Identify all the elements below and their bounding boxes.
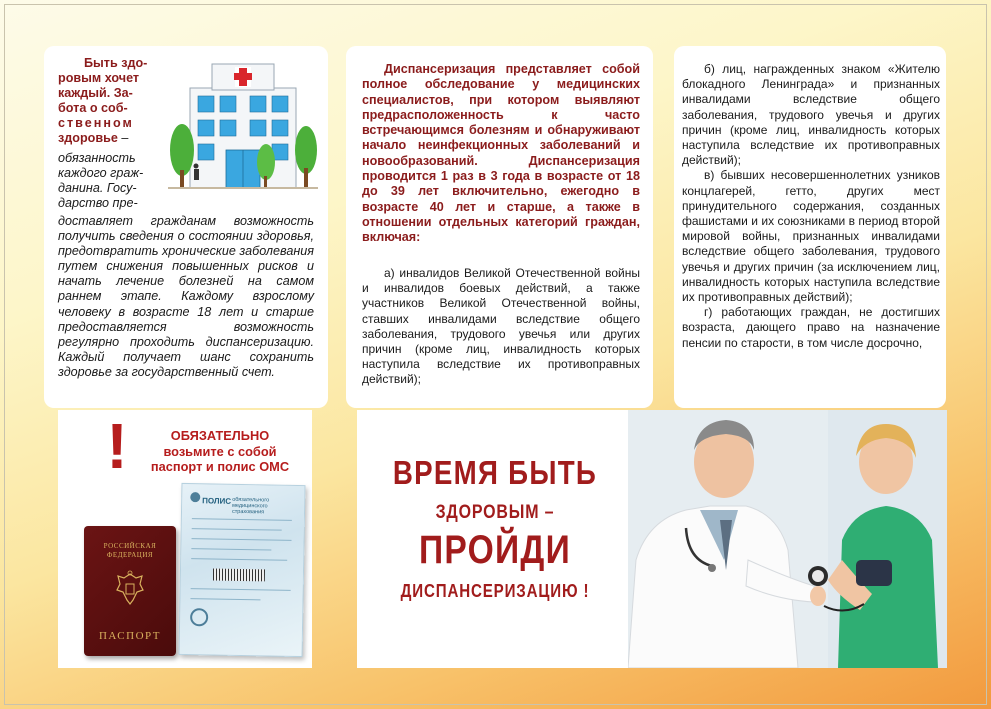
passport-country-line: ФЕДЕРАЦИЯ xyxy=(106,551,154,559)
exclamation-icon: ! xyxy=(106,410,128,482)
oms-title: ПОЛИС xyxy=(202,496,232,506)
oms-line xyxy=(192,528,282,531)
reminder-line: ОБЯЗАТЕЛЬНО xyxy=(170,428,270,443)
oms-line xyxy=(191,548,271,550)
passport-country-line: РОССИЙСКАЯ xyxy=(103,542,157,550)
intro-continuation xyxy=(58,151,162,211)
banner-line-4: ДИСПАНСЕРИЗАЦИЮ ! xyxy=(400,581,590,601)
passport-country xyxy=(84,542,176,560)
category-list xyxy=(682,62,940,351)
banner-line-1: ВРЕМЯ БЫТЬ xyxy=(392,454,598,491)
oms-line xyxy=(192,538,292,541)
banner-line-3: ПРОЙДИ xyxy=(418,528,572,572)
intro-line: дарство пре- xyxy=(58,196,138,211)
passport-label: ПАСПОРТ xyxy=(98,630,162,642)
category-item-b: б) лиц, награжденных знаком «Жителю блокадного Ленинграда» и признанных инвалидами вследствие общего заболевания, трудового увечья и других причин (кроме лиц, инвалидность которых наступила вследствие их противоправных действий); xyxy=(682,62,940,168)
oms-seal-icon xyxy=(190,608,208,626)
oms-line xyxy=(191,588,291,591)
intro-heading xyxy=(58,56,164,147)
reminder-line: паспорт и полис ОМС xyxy=(150,459,290,474)
coat-of-arms-icon xyxy=(115,570,145,606)
hospital-icon xyxy=(168,58,318,190)
oms-barcode xyxy=(213,568,265,581)
category-item-v: в) бывших несовершеннолетних узников концлагерей, гетто, других мест принудительного содержания, созданных фашистами и их союзниками в период второй мировой войны, признанных инвалидами вследствие общего заболевания, трудового увечья и других причин (за исключением лиц, инвалидность которых наступила вследствие их противоправных действий); xyxy=(682,168,940,305)
intro-heading-line: бота о соб- xyxy=(58,101,128,116)
banner-line-2: ЗДОРОВЫМ – xyxy=(435,502,555,523)
category-item-a: а) инвалидов Великой Отечественной войны и инвалидов боевых действий, а также участников Великой Отечественной войны, ставших инвалидами вследствие общего заболевания, трудового увечья или других причин (кроме лиц, инвалидность которых наступила вследствие их противоправных действий); xyxy=(362,266,640,387)
intro-line: данина. Госу- xyxy=(58,181,137,196)
dispensary-description: Диспансеризация представляет собой полное обследование у медицинских специалистов, при котором выявляют предрасположенность к часто встречающимся болезням и обнаруживают начало неинфекционных заболеваний и новообразований. Диспансеризация проводится 1 раз в 3 года в возрасте от 18 до 39 лет включительно, ежегодно в возрасте 40 лет и старше, а также в отношении отдельных категорий граждан, включая: xyxy=(362,62,640,245)
oms-logo-icon xyxy=(190,492,200,502)
oms-line xyxy=(192,518,292,521)
intro-heading-line xyxy=(58,131,164,146)
doctor-patient-illustration xyxy=(628,410,947,668)
oms-line xyxy=(190,598,260,600)
passport-image xyxy=(84,526,176,656)
oms-policy-image xyxy=(179,483,306,657)
intro-dash: – xyxy=(117,131,129,146)
intro-line: обязанность xyxy=(58,151,136,165)
intro-heading-line: ственном xyxy=(58,116,134,131)
intro-heading-line: ровым хочет xyxy=(58,71,140,86)
banner-slogan xyxy=(360,454,630,606)
category-item-g: г) работающих граждан, не достигших возраста, дающего право на назначение пенсии по старости, в том числе досрочно, xyxy=(682,305,940,350)
intro-heading-line: каждый. За- xyxy=(58,86,133,101)
intro-body: доставляет гражданам возможность получить сведения о состоянии здоровья, предотвратить хронические заболевания путем снижения повышенных рисков и начать лечение болезней на самом раннем этапе. Каждому взрослому человеку в возрасте 18 лет и старше предоставляется возможность регулярно проходить диспансеризацию. Каждый получает шанс сохранить здоровье за государственный счет. xyxy=(58,214,314,379)
intro-line: каждого граж- xyxy=(58,166,144,181)
documents-reminder xyxy=(140,428,300,475)
oms-subtitle: обязательного медицинского страхования xyxy=(231,496,270,516)
intro-heading-line: Быть здо- xyxy=(84,56,148,70)
reminder-line: возьмите с собой xyxy=(163,443,277,459)
doctor-patient-photo xyxy=(628,410,947,668)
intro-heading-word: здоровье xyxy=(58,131,118,146)
oms-line xyxy=(191,558,287,561)
